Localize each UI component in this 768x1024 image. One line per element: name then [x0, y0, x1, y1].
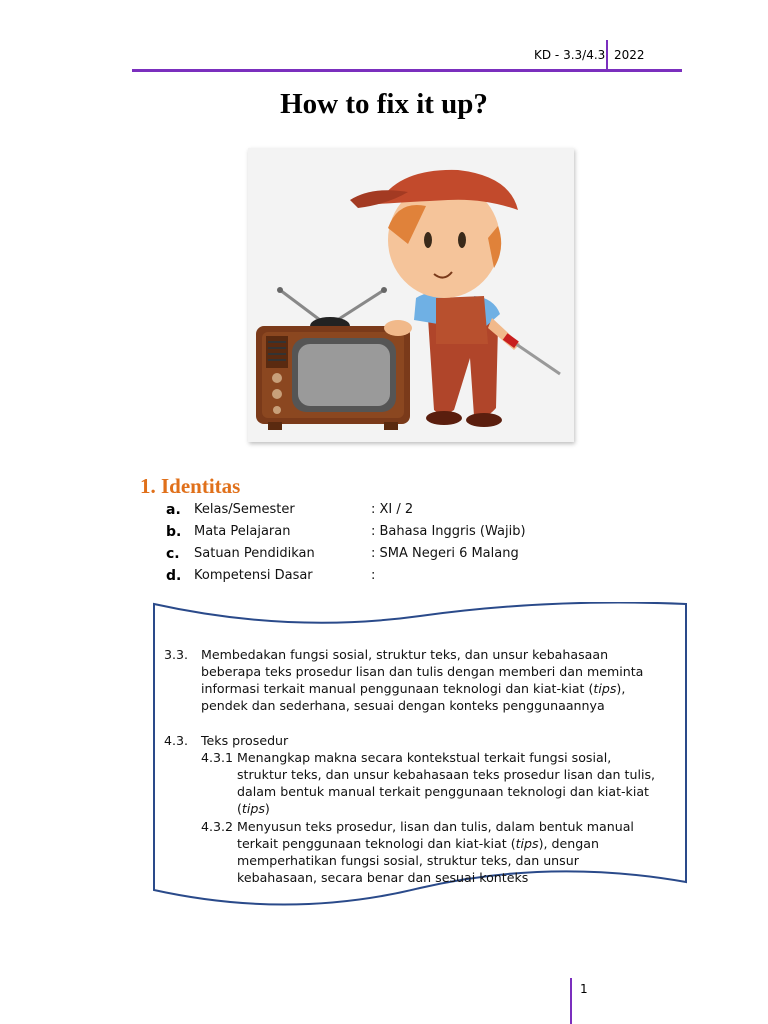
identity-row-satuan — [0, 546, 768, 568]
kd-3-3-text: ), — [616, 681, 626, 696]
kd-4-3-2-line — [237, 835, 599, 852]
kd-4-3-1-line: dalam bentuk manual terkait penggunaan teknologi dan kiat-kiat — [237, 784, 649, 799]
identity-letter: d. — [166, 568, 182, 584]
header-year: 2022 — [614, 48, 645, 62]
tips-italic: tips — [593, 681, 617, 696]
kd-text: ) — [264, 801, 270, 816]
identity-letter: c. — [166, 546, 180, 562]
repairman-tv-illustration — [248, 148, 574, 442]
identity-label: Mata Pelajaran — [194, 524, 291, 539]
identity-value: : — [371, 568, 376, 583]
kd-4-3-2-line: kebahasaan, secara benar dan sesuai konteks — [237, 870, 529, 885]
page-title: How to fix it up? — [280, 88, 488, 120]
identity-row-kd — [0, 568, 768, 590]
footer-divider — [570, 978, 572, 1024]
kd-number: 3.3. — [164, 647, 189, 662]
tips-italic: tips — [515, 836, 539, 851]
kd-text: terkait penggunaan teknologi dan kiat-kiat ( — [237, 836, 516, 851]
identity-label: Kompetensi Dasar — [194, 568, 313, 583]
kd-4-3-2-line: Menyusun teks prosedur, lisan dan tulis, dalam bentuk manual — [237, 819, 634, 834]
header-rule — [132, 69, 682, 72]
identity-letter: b. — [166, 524, 182, 540]
identity-row-mapel — [0, 524, 768, 546]
tips-italic: tips — [241, 801, 265, 816]
identity-value: : Bahasa Inggris (Wajib) — [371, 524, 526, 539]
header-kd-code: KD - 3.3/4.3 — [534, 48, 606, 62]
kd-3-3-line: Membedakan fungsi sosial, struktur teks, dan unsur kebahasaan — [201, 647, 609, 662]
identity-label: Kelas/Semester — [194, 502, 295, 517]
section-heading-identitas: 1. Identitas — [140, 474, 241, 498]
identity-letter: a. — [166, 502, 181, 518]
header-divider — [606, 40, 608, 72]
kd-4-3-1-line: struktur teks, dan unsur kebahasaan teks prosedur lisan dan tulis, — [237, 767, 656, 782]
kd-4-3-1-line — [237, 800, 270, 817]
kd-4-3-title: Teks prosedur — [201, 733, 289, 748]
kd-number: 4.3. — [164, 733, 189, 748]
identity-label: Satuan Pendidikan — [194, 546, 315, 561]
kd-3-3-line — [201, 680, 625, 697]
kd-sub-number: 4.3.1 — [201, 750, 234, 765]
kd-4-3-1-line: Menangkap makna secara kontekstual terkait fungsi sosial, — [237, 750, 612, 765]
kd-4-3-2-line: memperhatikan fungsi sosial, struktur teks, dan unsur — [237, 853, 579, 868]
repairman-with-tv-icon — [248, 148, 574, 442]
kd-sub-number: 4.3.2 — [201, 819, 234, 834]
identity-value: : SMA Negeri 6 Malang — [371, 546, 519, 561]
identity-row-kelas — [0, 502, 768, 524]
kd-3-3-text: informasi terkait manual penggunaan teknologi dan kiat-kiat ( — [201, 681, 594, 696]
kd-3-3-line: beberapa teks prosedur lisan dan tulis dengan memberi dan meminta — [201, 664, 644, 679]
kd-text: ), dengan — [538, 836, 599, 851]
identity-value: : XI / 2 — [371, 502, 414, 517]
kd-3-3-line: pendek dan sederhana, sesuai dengan konteks penggunaannya — [201, 698, 605, 713]
page-number: 1 — [580, 982, 588, 996]
kd-text: ( — [237, 801, 242, 816]
